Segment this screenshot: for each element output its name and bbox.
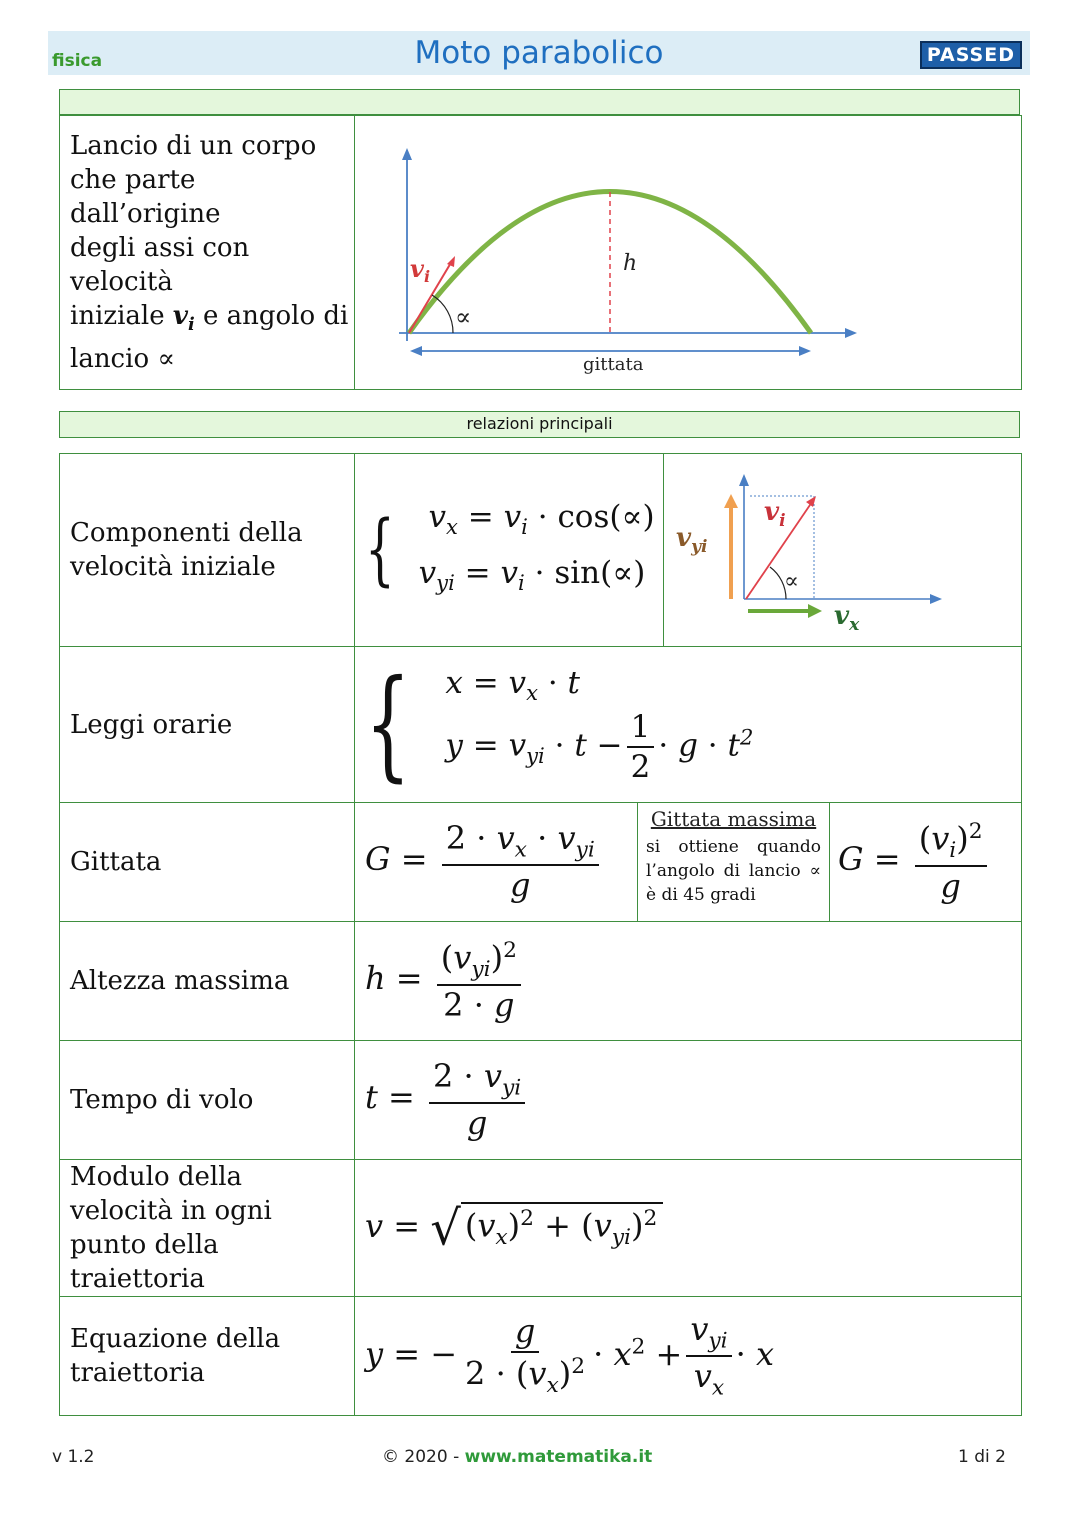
range-arrowhead-right bbox=[799, 346, 811, 356]
trajectory-diagram bbox=[355, 116, 1022, 385]
subject-label: fisica bbox=[52, 51, 103, 71]
vx-label: $v_x$ bbox=[834, 601, 860, 635]
row-max-height bbox=[60, 922, 1022, 1041]
intro-table bbox=[59, 115, 1022, 390]
comp-x-arrowhead bbox=[930, 594, 942, 604]
max-range-formula: G = $\frac{(v_i)^2}{g}$ bbox=[830, 803, 1022, 922]
page-title: Moto parabolico bbox=[414, 35, 664, 71]
max-height-formula: h = $\frac{(v_{yi})^2}{2 \cdot g}$ bbox=[355, 922, 1022, 1041]
range-formula: G = $\frac{2 \cdot v_x \cdot v_{yi}}{g}$ bbox=[355, 803, 638, 922]
section-band bbox=[59, 411, 1020, 438]
max-range-text: si ottiene quando l’angolo di lancio ∝ è di 45 gradi bbox=[646, 837, 822, 905]
intro-description: Lancio di un corpo che parte dall’origine degli assi con velocità iniziale $v_i$ e angolo di lancio ∝ bbox=[60, 116, 355, 390]
components-diagram-cell bbox=[664, 454, 1022, 647]
y-axis-arrowhead bbox=[402, 148, 412, 160]
components-diagram bbox=[664, 454, 1020, 642]
comp-y-arrowhead bbox=[739, 474, 749, 486]
max-height-label: Altezza massima bbox=[60, 922, 355, 1041]
range-label-cell: Gittata bbox=[60, 803, 355, 922]
version-label: v 1.2 bbox=[52, 1447, 95, 1467]
row-range bbox=[60, 803, 1022, 922]
components-formula: { $v_x = v_i \cdot \cos(\propto)$ $v_{yi} = v_i \cdot \sin(\propto)$ bbox=[355, 454, 664, 647]
passed-badge: PASSED bbox=[920, 41, 1022, 69]
velocity-arrowhead bbox=[447, 256, 455, 267]
alpha-label: ∝ bbox=[455, 303, 472, 331]
max-range-title: Gittata massima bbox=[650, 807, 817, 831]
relations-table bbox=[59, 453, 1022, 1416]
laws-formula: { $x = v_x \cdot t$ $y = v_{yi} \cdot t$ − $\frac{1}{2}$ · $g \cdot t^2$ bbox=[355, 647, 1022, 803]
footer-credit: © 2020 - www.matematika.it bbox=[382, 1447, 653, 1467]
flight-time-label: Tempo di volo bbox=[60, 1041, 355, 1160]
page-header bbox=[48, 31, 1030, 75]
row-speed bbox=[60, 1160, 1022, 1297]
row-components bbox=[60, 454, 1022, 647]
trajectory-diagram-cell bbox=[355, 116, 1022, 390]
site-link[interactable]: www.matematika.it bbox=[464, 1447, 653, 1467]
vx-arrowhead bbox=[808, 604, 822, 618]
speed-label: Modulo della velocità in ogni punto della traiettoria bbox=[60, 1160, 355, 1297]
x-axis-arrowhead bbox=[845, 328, 857, 338]
vyi-label: $v_{yi}$ bbox=[676, 523, 708, 557]
intro-band bbox=[59, 89, 1020, 115]
comp-vi-label: $v_i$ bbox=[764, 497, 786, 531]
page-number: 1 di 2 bbox=[958, 1447, 1006, 1467]
row-trajectory bbox=[60, 1297, 1022, 1416]
max-range-note bbox=[638, 803, 830, 922]
trajectory-label: Equazione della traiettoria bbox=[60, 1297, 355, 1416]
components-label: Componenti della velocità iniziale bbox=[60, 454, 355, 647]
vi-label: $v_i$ bbox=[410, 254, 431, 286]
range-arrowhead-left bbox=[410, 346, 422, 356]
section-title: relazioni principali bbox=[466, 414, 613, 433]
flight-time-formula: t = $\frac{2 \cdot v_{yi}}{g}$ bbox=[355, 1041, 1022, 1160]
row-laws bbox=[60, 647, 1022, 803]
laws-label: Leggi orarie bbox=[60, 647, 355, 803]
height-label: h bbox=[623, 251, 638, 276]
vy-arrowhead bbox=[724, 494, 738, 508]
row-flight-time bbox=[60, 1041, 1022, 1160]
trajectory-formula: y = − $\frac{g}{2 \cdot (v_x)^2}$ · $x^2$ + $\frac{v_{yi}}{v_x}$ · x bbox=[355, 1297, 1022, 1416]
speed-formula: v = √ $(v_x)^2 + (v_{yi})^2$ bbox=[355, 1160, 1022, 1297]
range-label: gittata bbox=[583, 354, 644, 375]
comp-alpha-label: ∝ bbox=[784, 569, 799, 594]
